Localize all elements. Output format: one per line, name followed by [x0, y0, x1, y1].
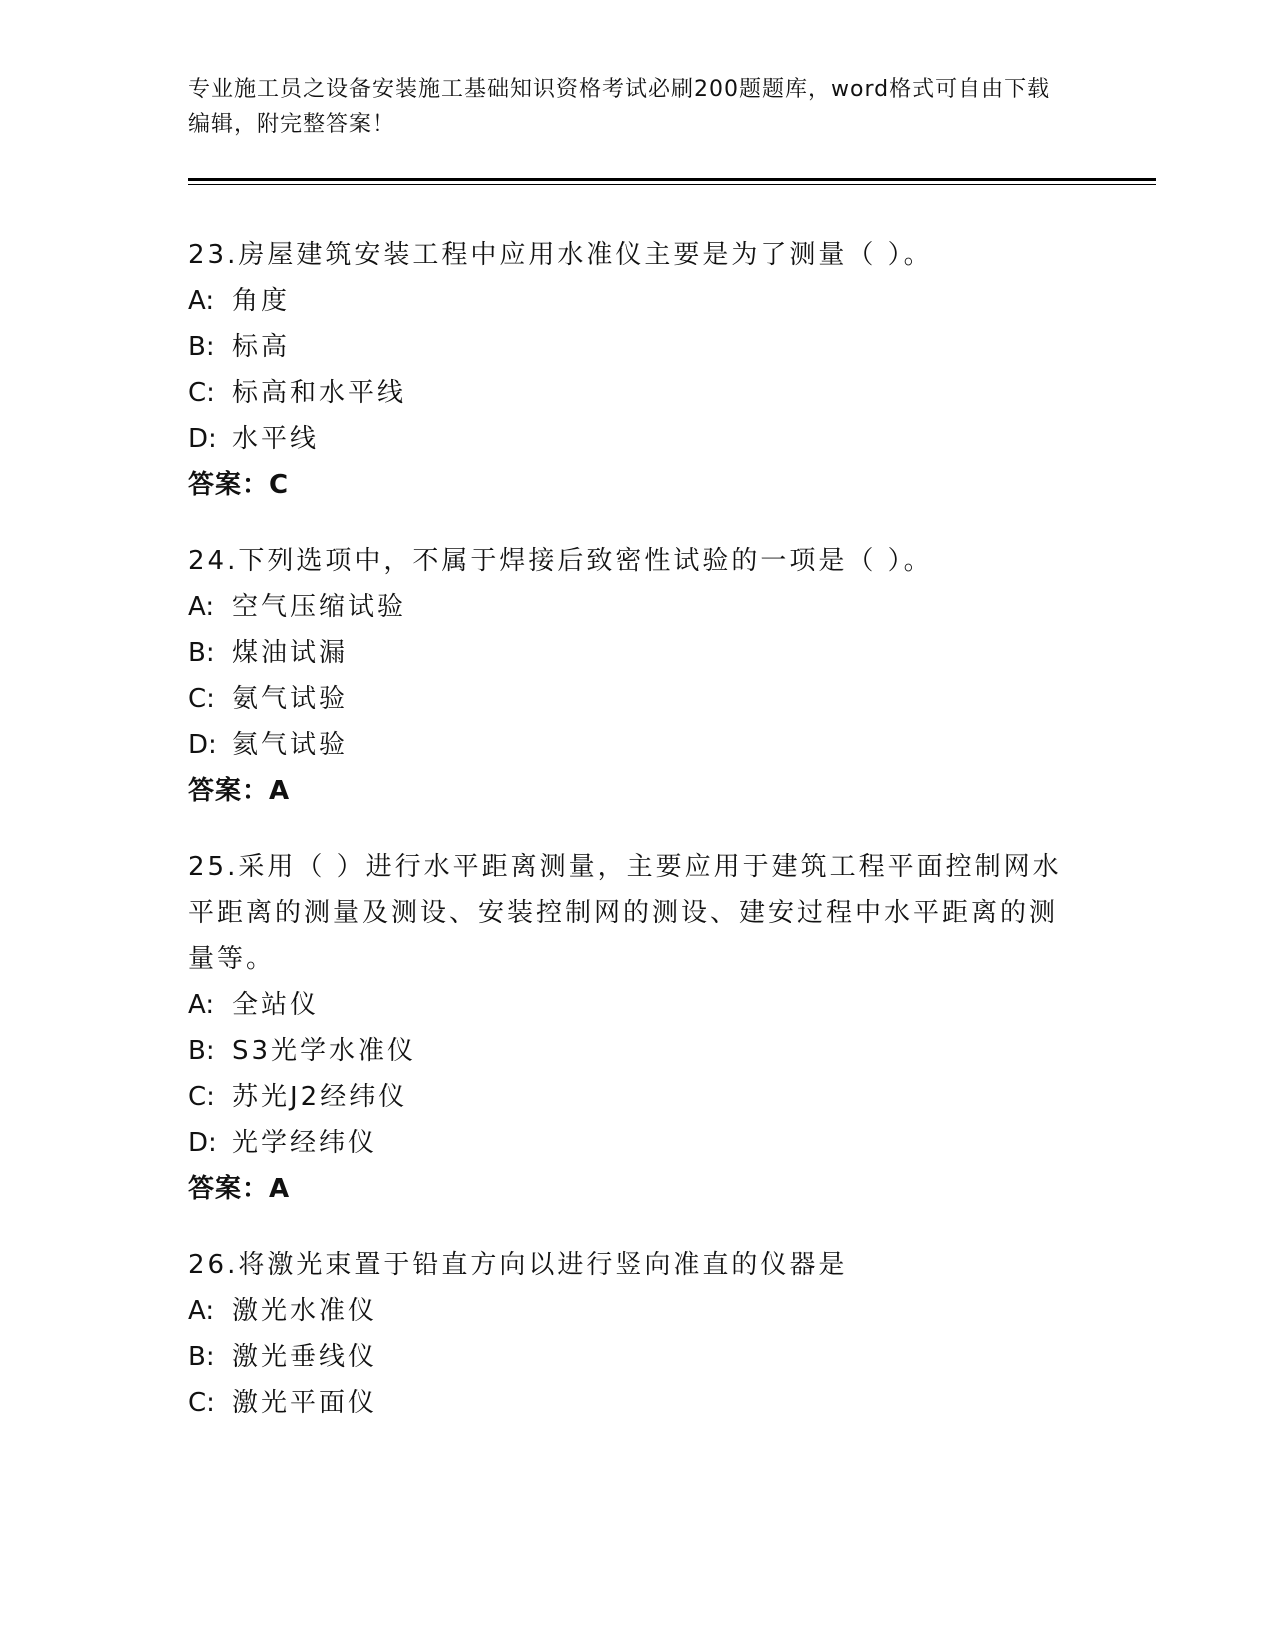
answer-line: 答案：A [188, 776, 291, 806]
option-a [188, 982, 1068, 1028]
option-text: 空气压缩试验 [232, 592, 407, 622]
option-letter: C: [188, 684, 215, 714]
option-letter: B: [188, 1342, 215, 1372]
option-letter: A: [188, 1296, 215, 1326]
option-letter: C: [188, 1082, 215, 1112]
question-24 [188, 538, 1068, 814]
option-a [188, 584, 1068, 630]
question-text: 26.将激光束置于铅直方向以进行竖向准直的仪器是 [188, 1250, 848, 1280]
option-text: 激光平面仪 [232, 1388, 378, 1418]
option-text: 激光水准仪 [232, 1296, 378, 1326]
question-text: 24.下列选项中，不属于焊接后致密性试验的一项是（ ）。 [188, 546, 933, 576]
question-text: 23.房屋建筑安装工程中应用水准仪主要是为了测量（ ）。 [188, 240, 933, 270]
option-text: 水平线 [232, 424, 320, 454]
question-25 [188, 844, 1068, 1212]
option-letter: C: [188, 1388, 215, 1418]
option-letter: C: [188, 378, 215, 408]
option-b [188, 1334, 1068, 1380]
option-letter: A: [188, 990, 215, 1020]
option-text: 苏光J2经纬仪 [232, 1082, 408, 1112]
option-text: 标高和水平线 [232, 378, 407, 408]
answer-line: 答案：C [188, 470, 290, 500]
option-letter: D: [188, 730, 217, 760]
question-23 [188, 232, 1068, 508]
header-rule-thin [188, 184, 1156, 185]
option-a [188, 1288, 1068, 1334]
option-b [188, 324, 1068, 370]
option-letter: B: [188, 638, 215, 668]
option-text: 光学经纬仪 [232, 1128, 378, 1158]
document-header: 专业施工员之设备安装施工基础知识资格考试必刷200题题库，word格式可自由下载编辑，附完整答案！ [188, 77, 1051, 137]
option-letter: B: [188, 332, 215, 362]
option-text: 煤油试漏 [232, 638, 349, 668]
option-letter: B: [188, 1036, 215, 1066]
header-rule-thick [188, 178, 1156, 181]
option-c [188, 676, 1068, 722]
option-b [188, 1028, 1068, 1074]
question-26 [188, 1242, 1068, 1426]
option-text: 角度 [232, 286, 291, 316]
option-d [188, 722, 1068, 768]
option-c [188, 1074, 1068, 1120]
option-letter: D: [188, 424, 217, 454]
answer-line: 答案：A [188, 1174, 291, 1204]
option-text: 氨气试验 [232, 684, 349, 714]
option-d [188, 1120, 1068, 1166]
option-d [188, 416, 1068, 462]
option-c [188, 370, 1068, 416]
option-text: S3光学水准仪 [232, 1036, 417, 1066]
option-text: 标高 [232, 332, 291, 362]
question-text: 25.采用（ ）进行水平距离测量，主要应用于建筑工程平面控制网水平距离的测量及测设、安装控制网的测设、建安过程中水平距离的测量等。 [188, 852, 1062, 974]
option-letter: D: [188, 1128, 217, 1158]
option-text: 激光垂线仪 [232, 1342, 378, 1372]
question-list [188, 232, 1068, 1456]
option-c [188, 1380, 1068, 1426]
option-text: 氦气试验 [232, 730, 349, 760]
option-a [188, 278, 1068, 324]
option-letter: A: [188, 286, 215, 316]
option-b [188, 630, 1068, 676]
option-letter: A: [188, 592, 215, 622]
option-text: 全站仪 [232, 990, 320, 1020]
